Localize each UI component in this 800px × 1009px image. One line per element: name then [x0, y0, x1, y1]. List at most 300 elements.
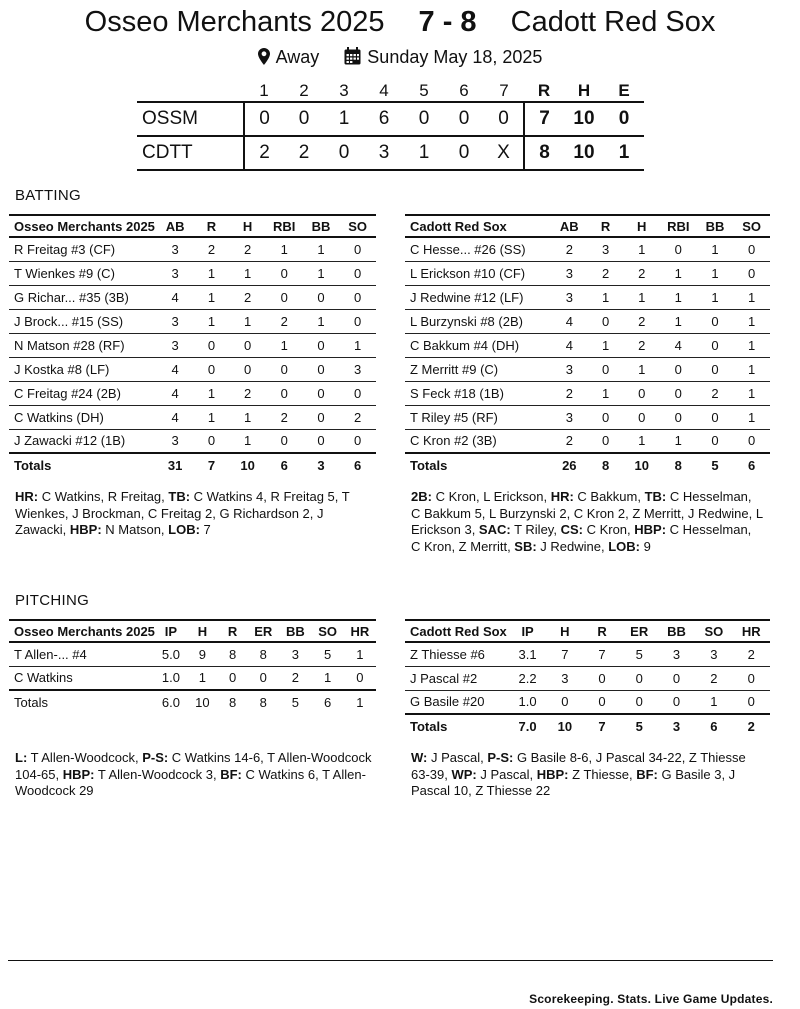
total-runs: 7	[524, 102, 564, 136]
stat-cell: 1	[733, 405, 770, 429]
stat-cell: 0	[733, 690, 770, 714]
stat-cell: 2	[624, 309, 660, 333]
game-title	[0, 6, 800, 39]
player-name: L Burzynski #8 (2B)	[405, 309, 551, 333]
player-name: J Pascal #2	[405, 666, 509, 690]
inning-header: 4	[379, 80, 389, 100]
note-label: P-S:	[142, 750, 169, 765]
stat-cell: 0	[733, 429, 770, 453]
player-row	[405, 309, 770, 333]
note-label: HBP:	[536, 766, 569, 782]
stat-cell: 2	[624, 261, 660, 285]
note-label: LOB:	[608, 538, 641, 554]
stat-cell: 4	[551, 333, 588, 357]
note-label: BF:	[220, 766, 242, 782]
totals-cell: 6.0	[155, 690, 187, 714]
stat-cell: 4	[157, 381, 194, 405]
note-text: G Basile 3, J Pascal 10, Z Thiesse 22	[411, 766, 736, 798]
stat-cell: 2	[339, 405, 376, 429]
stat-cell: 2	[588, 261, 624, 285]
stat-column-header: AB	[551, 215, 588, 237]
stat-cell: 1	[624, 357, 660, 381]
stat-cell: 3	[551, 285, 588, 309]
stat-column-header: RBI	[266, 215, 303, 237]
inning-runs: 0	[324, 136, 364, 170]
stat-cell: 1	[697, 285, 734, 309]
team-abbrev: OSSM	[137, 102, 244, 136]
note-text: T Allen-Woodcock,	[27, 750, 143, 765]
stat-cell: 1	[588, 285, 624, 309]
stat-cell: 0	[266, 285, 303, 309]
stat-cell: 0	[660, 357, 697, 381]
stat-column-header: H	[624, 215, 660, 237]
pitching-table-cadott	[405, 619, 770, 738]
player-row	[9, 333, 376, 357]
stat-cell: 1	[733, 309, 770, 333]
stat-cell: 1	[588, 333, 624, 357]
stat-cell: 1.0	[509, 690, 546, 714]
note-label: 2B:	[411, 489, 432, 504]
stat-cell: 1	[303, 309, 340, 333]
note-text: G Basile 8-6, J Pascal 34-22, Z Thiesse 63-39,	[411, 750, 746, 782]
totals-label: Totals	[405, 453, 551, 477]
stat-cell: 1	[229, 309, 265, 333]
inning-runs: 0	[444, 102, 484, 136]
player-row	[9, 237, 376, 261]
player-row	[9, 666, 376, 690]
stat-column-header: BB	[303, 215, 340, 237]
stat-cell: 1	[695, 690, 732, 714]
stat-column-header: R	[588, 215, 624, 237]
stat-cell: 0	[697, 357, 734, 381]
hits-header: H	[577, 80, 591, 100]
player-row	[405, 333, 770, 357]
stat-cell: 3	[157, 333, 194, 357]
stat-column-header: BB	[658, 620, 695, 642]
note-text: C Watkins 14-6, T Allen-Woodcock 104-65,	[15, 750, 372, 782]
runs-header: R	[537, 80, 551, 100]
note-label: BF:	[636, 766, 658, 782]
stat-cell: 0	[266, 429, 303, 453]
stat-cell: 1	[660, 261, 697, 285]
player-row	[9, 309, 376, 333]
note-text: T Allen-Woodcock 3,	[94, 766, 221, 782]
totals-cell: 5	[621, 714, 658, 738]
stat-cell: 0	[697, 429, 734, 453]
player-name: T Allen-... #4	[9, 642, 155, 666]
stat-cell: 3	[551, 357, 588, 381]
stat-cell: 1	[339, 333, 376, 357]
stat-cell: 0	[697, 333, 734, 357]
stat-cell: 0	[344, 666, 376, 690]
stat-cell: 0	[660, 237, 697, 261]
stat-cell: 0	[303, 381, 340, 405]
inning-runs: 2	[244, 136, 284, 170]
stat-column-header: H	[546, 620, 583, 642]
stat-cell: 7	[583, 642, 620, 666]
stat-cell: 1	[229, 405, 265, 429]
totals-cell: 8	[660, 453, 697, 477]
stat-column-header: IP	[155, 620, 187, 642]
stat-cell: 1	[303, 261, 340, 285]
note-text: J Pascal,	[427, 750, 488, 765]
note-text: C Kron,	[582, 522, 635, 537]
stat-cell: 1	[733, 285, 770, 309]
totals-cell: 7	[583, 714, 620, 738]
note-text: C Hesselman, C Kron, Z Merritt,	[411, 522, 752, 554]
batting-section-title: BATTING	[15, 187, 81, 204]
stat-column-header: SO	[733, 215, 770, 237]
pitching-section-title: PITCHING	[15, 592, 90, 609]
stat-cell: 0	[588, 357, 624, 381]
note-text: 7	[199, 522, 211, 537]
stat-cell: 3	[546, 666, 583, 690]
totals-cell: 2	[733, 714, 770, 738]
stat-cell: 0	[193, 357, 229, 381]
note-text: J Pascal,	[476, 766, 537, 782]
stat-cell: 1	[697, 237, 734, 261]
note-label: HBP:	[634, 522, 667, 537]
note-text: T Riley,	[510, 522, 561, 537]
stat-cell: 2	[551, 429, 588, 453]
player-name: C Kron #2 (3B)	[405, 429, 551, 453]
note-label: LOB:	[168, 522, 200, 537]
stat-cell: 0	[660, 381, 697, 405]
totals-cell: 8	[247, 690, 279, 714]
stat-cell: 9	[187, 642, 218, 666]
stat-cell: 3	[157, 261, 194, 285]
totals-cell: 10	[624, 453, 660, 477]
inning-runs: 0	[484, 102, 524, 136]
stat-column-header: RBI	[660, 215, 697, 237]
totals-cell: 10	[546, 714, 583, 738]
total-errors: 0	[604, 102, 644, 136]
player-row	[405, 261, 770, 285]
player-row	[405, 405, 770, 429]
note-label: HBP:	[69, 522, 102, 537]
player-name: R Freitag #3 (CF)	[9, 237, 157, 261]
totals-cell: 26	[551, 453, 588, 477]
stat-column-header: SO	[312, 620, 344, 642]
final-score: 7 - 8	[418, 6, 477, 38]
note-text: C Bakkum,	[573, 489, 645, 504]
stat-cell: 7	[546, 642, 583, 666]
stat-cell: 4	[551, 309, 588, 333]
note-label: P-S:	[487, 750, 514, 765]
stat-cell: 1	[660, 285, 697, 309]
stat-cell: 0	[339, 309, 376, 333]
stat-cell: 2	[624, 333, 660, 357]
player-name: G Richar... #35 (3B)	[9, 285, 157, 309]
note-label: CS:	[560, 522, 583, 537]
stat-cell: 0	[303, 429, 340, 453]
stat-cell: 0	[697, 405, 734, 429]
inning-runs: 0	[244, 102, 284, 136]
note-label: TB:	[644, 489, 667, 504]
stat-cell: 1	[266, 333, 303, 357]
stat-cell: 1	[193, 261, 229, 285]
total-runs: 8	[524, 136, 564, 170]
totals-cell: 7.0	[509, 714, 546, 738]
batting-table-osseo	[9, 214, 376, 477]
totals-label: Totals	[9, 690, 155, 714]
player-row	[405, 381, 770, 405]
note-label: TB:	[168, 489, 191, 504]
stat-cell: 8	[247, 642, 279, 666]
player-row	[405, 666, 770, 690]
stat-cell: 2	[229, 285, 265, 309]
player-row	[9, 642, 376, 666]
player-row	[405, 642, 770, 666]
player-name: C Watkins	[9, 666, 155, 690]
stat-cell: 0	[624, 405, 660, 429]
stat-cell: 1	[193, 309, 229, 333]
player-name: C Freitag #24 (2B)	[9, 381, 157, 405]
stat-cell: 1	[193, 405, 229, 429]
player-name: J Zawacki #12 (1B)	[9, 429, 157, 453]
player-row	[405, 690, 770, 714]
pitching-table-osseo	[9, 619, 376, 714]
location-label: Away	[275, 47, 320, 67]
team-header: Osseo Merchants 2025	[9, 215, 157, 237]
stat-cell: 0	[193, 333, 229, 357]
inning-runs: 6	[364, 102, 404, 136]
stat-cell: 0	[339, 285, 376, 309]
note-label: W:	[411, 750, 428, 765]
player-name: J Redwine #12 (LF)	[405, 285, 551, 309]
stat-cell: 0	[588, 429, 624, 453]
stat-cell: 4	[157, 285, 194, 309]
footer-divider	[8, 960, 773, 961]
player-row	[9, 405, 376, 429]
note-text: 9	[640, 538, 651, 554]
inning-runs: 0	[444, 136, 484, 170]
away-team-name: Cadott Red Sox	[510, 6, 716, 38]
player-row	[9, 261, 376, 285]
stat-cell: 1	[733, 333, 770, 357]
stat-column-header: BB	[697, 215, 734, 237]
totals-row	[9, 690, 376, 714]
note-label: SB:	[514, 538, 537, 554]
stat-cell: 0	[621, 690, 658, 714]
stat-cell: 2	[695, 666, 732, 690]
stat-cell: 0	[733, 237, 770, 261]
pitching-notes-osseo	[15, 750, 375, 800]
player-name: G Basile #20	[405, 690, 509, 714]
stat-cell: 0	[339, 261, 376, 285]
stat-cell: 1	[266, 237, 303, 261]
player-name: L Erickson #10 (CF)	[405, 261, 551, 285]
stat-cell: 1	[344, 642, 376, 666]
note-text: C Hesselman, C Bakkum 5, L Burzynski 2, C Kron 2, Z Merritt, J Redwine, L Erickson 3,	[411, 489, 763, 537]
note-label: HR:	[550, 489, 574, 504]
stat-cell: 3	[157, 309, 194, 333]
stat-cell: 3	[279, 642, 311, 666]
stat-cell: 0	[660, 405, 697, 429]
stat-cell: 0	[303, 285, 340, 309]
stat-column-header: AB	[157, 215, 194, 237]
stat-cell: 2	[229, 381, 265, 405]
stat-cell: 2	[733, 642, 770, 666]
stat-cell: 3	[588, 237, 624, 261]
stat-cell: 4	[157, 357, 194, 381]
stat-cell: 1	[733, 381, 770, 405]
footer-tagline: Scorekeeping. Stats. Live Game Updates.	[529, 992, 773, 1006]
stat-cell: 1	[624, 429, 660, 453]
stat-cell: 2	[266, 309, 303, 333]
team-abbrev: CDTT	[137, 136, 244, 170]
stat-cell: 1	[193, 381, 229, 405]
stat-column-header: SO	[339, 215, 376, 237]
stat-cell: 3	[658, 642, 695, 666]
stat-column-header: H	[187, 620, 218, 642]
player-name: Z Merritt #9 (C)	[405, 357, 551, 381]
player-name: C Bakkum #4 (DH)	[405, 333, 551, 357]
note-text: C Watkins, R Freitag,	[38, 489, 169, 504]
stat-cell: 2.2	[509, 666, 546, 690]
stat-cell: 8	[218, 642, 247, 666]
stat-cell: 3	[695, 642, 732, 666]
stat-cell: 3	[339, 357, 376, 381]
note-label: WP:	[451, 766, 477, 782]
stat-cell: 3	[551, 261, 588, 285]
stat-column-header: R	[193, 215, 229, 237]
note-label: HR:	[15, 489, 39, 504]
player-row	[9, 357, 376, 381]
stat-cell: 0	[303, 405, 340, 429]
stat-cell: 0	[546, 690, 583, 714]
stat-cell: 1.0	[155, 666, 187, 690]
totals-cell: 6	[312, 690, 344, 714]
stat-cell: 5.0	[155, 642, 187, 666]
totals-cell: 10	[229, 453, 265, 477]
stat-cell: 1	[229, 429, 265, 453]
totals-cell: 6	[339, 453, 376, 477]
inning-header: 1	[259, 80, 269, 100]
stat-cell: 4	[660, 333, 697, 357]
batting-notes-osseo	[15, 489, 375, 539]
stat-cell: 0	[229, 357, 265, 381]
inning-runs: 0	[284, 102, 324, 136]
note-text: J Redwine,	[536, 538, 609, 554]
inning-runs: 3	[364, 136, 404, 170]
player-name: S Feck #18 (1B)	[405, 381, 551, 405]
stat-cell: 0	[697, 309, 734, 333]
note-label: SAC:	[478, 522, 511, 537]
stat-cell: 0	[193, 429, 229, 453]
totals-cell: 6	[695, 714, 732, 738]
team-header: Cadott Red Sox	[405, 215, 551, 237]
note-text: C Watkins 6, T Allen-Woodcock 29	[15, 766, 366, 798]
totals-cell: 6	[733, 453, 770, 477]
stat-cell: 2	[279, 666, 311, 690]
line-score-row	[137, 102, 644, 136]
inning-header: 2	[299, 80, 309, 100]
player-row	[9, 381, 376, 405]
totals-label: Totals	[9, 453, 157, 477]
stat-cell: 1	[588, 381, 624, 405]
stat-cell: 1	[303, 237, 340, 261]
totals-row	[405, 453, 770, 477]
player-name: Z Thiesse #6	[405, 642, 509, 666]
totals-cell: 3	[303, 453, 340, 477]
stat-cell: 0	[218, 666, 247, 690]
player-row	[405, 285, 770, 309]
totals-cell: 6	[266, 453, 303, 477]
stat-cell: 3.1	[509, 642, 546, 666]
inning-header: 5	[419, 80, 429, 100]
totals-cell: 1	[344, 690, 376, 714]
totals-row	[405, 714, 770, 738]
stat-cell: 0	[588, 309, 624, 333]
totals-cell: 8	[588, 453, 624, 477]
player-name: T Wienkes #9 (C)	[9, 261, 157, 285]
player-name: C Watkins (DH)	[9, 405, 157, 429]
stat-cell: 1	[733, 357, 770, 381]
stat-cell: 0	[266, 261, 303, 285]
stat-cell: 0	[247, 666, 279, 690]
stat-cell: 0	[624, 381, 660, 405]
stat-cell: 3	[157, 237, 194, 261]
stat-cell: 2	[193, 237, 229, 261]
note-label: HBP:	[62, 766, 95, 782]
player-name: J Brock... #15 (SS)	[9, 309, 157, 333]
stat-column-header: SO	[695, 620, 732, 642]
stat-cell: 0	[658, 666, 695, 690]
stat-column-header: ER	[621, 620, 658, 642]
stat-cell: 0	[339, 237, 376, 261]
totals-cell: 31	[157, 453, 194, 477]
stat-cell: 5	[312, 642, 344, 666]
stat-column-header: HR	[344, 620, 376, 642]
stat-cell: 1	[660, 429, 697, 453]
player-name: T Riley #5 (RF)	[405, 405, 551, 429]
player-row	[405, 429, 770, 453]
stat-cell: 0	[733, 666, 770, 690]
totals-cell: 5	[697, 453, 734, 477]
stat-cell: 1	[624, 237, 660, 261]
stat-cell: 0	[229, 333, 265, 357]
stat-column-header: ER	[247, 620, 279, 642]
batting-table-cadott	[405, 214, 770, 477]
stat-cell: 5	[621, 642, 658, 666]
total-hits: 10	[564, 136, 604, 170]
note-label: L:	[15, 750, 28, 765]
player-name: C Hesse... #26 (SS)	[405, 237, 551, 261]
stat-column-header: HR	[733, 620, 770, 642]
stat-cell: 2	[551, 237, 588, 261]
line-score-table	[137, 80, 644, 171]
stat-cell: 0	[266, 381, 303, 405]
stat-cell: 2	[551, 381, 588, 405]
stat-cell: 0	[339, 381, 376, 405]
inning-header: 7	[499, 80, 509, 100]
batting-notes-cadott	[411, 489, 763, 555]
inning-runs: 1	[404, 136, 444, 170]
calendar-icon	[344, 47, 361, 70]
stat-cell: 0	[658, 690, 695, 714]
game-meta	[0, 47, 800, 70]
stat-cell: 2	[266, 405, 303, 429]
player-row	[405, 357, 770, 381]
team-header: Cadott Red Sox	[405, 620, 509, 642]
player-row	[405, 237, 770, 261]
line-score-row	[137, 136, 644, 170]
inning-runs: 2	[284, 136, 324, 170]
stat-cell: 0	[303, 357, 340, 381]
location-pin-icon	[258, 48, 270, 70]
note-text: C Watkins 4, R Freitag 5, T Wienkes, J Brockman, C Freitag 2, G Richardson 2, J Zawacki,	[15, 489, 350, 537]
